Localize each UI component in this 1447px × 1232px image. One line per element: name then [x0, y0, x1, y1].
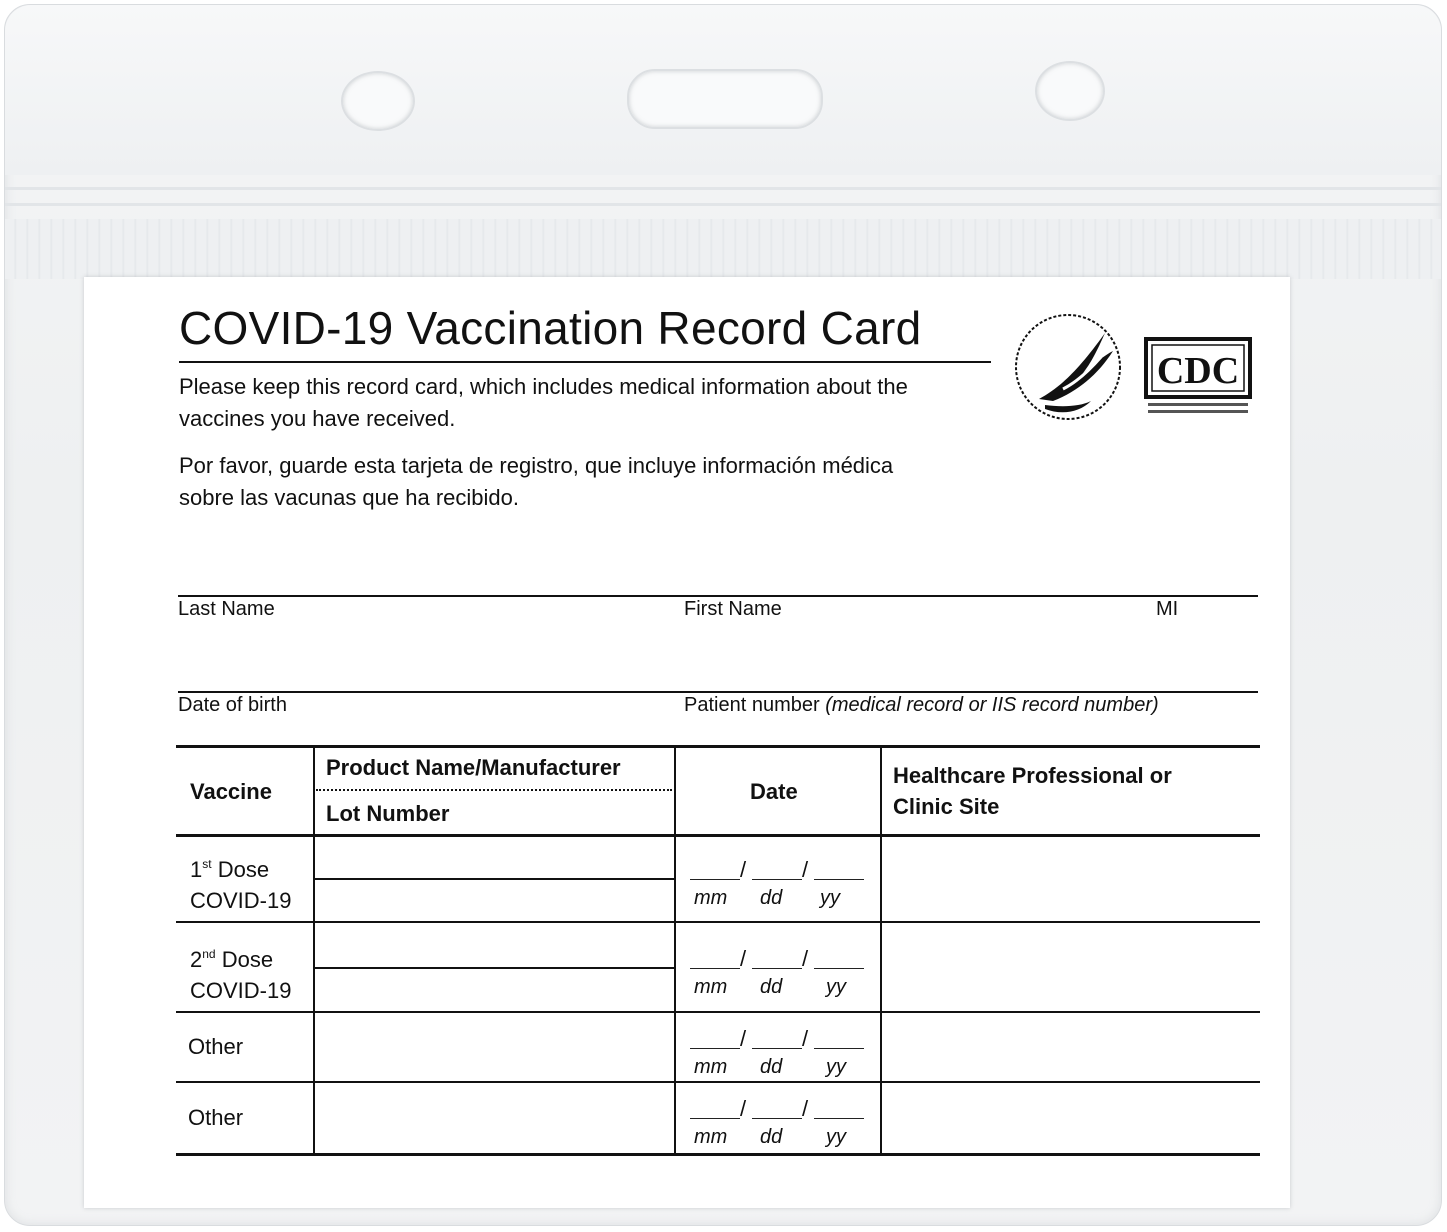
vaccine-table — [176, 745, 1260, 1159]
zip-seal-line — [5, 187, 1441, 190]
date-field[interactable]: / / mm dd yy — [690, 857, 870, 917]
header-dotted-divider — [316, 789, 672, 791]
header-site: Healthcare Professional or — [893, 763, 1172, 788]
row2-split-line — [314, 967, 674, 969]
date-field[interactable]: / / mm dd yy — [690, 1026, 870, 1086]
label-mi: MI — [1156, 598, 1179, 620]
row-2nd-dose: 2nd Dose COVID-19 — [190, 947, 292, 1003]
zip-ridges — [5, 219, 1441, 279]
row-other: Other — [188, 1034, 244, 1059]
table-top-rule — [176, 745, 1260, 748]
label-dob: Date of birth — [178, 694, 287, 716]
title-underline — [179, 361, 991, 363]
col-rule — [674, 745, 676, 1155]
intro-spanish: Por favor, guarde esta tarjeta de registro, que incluye información médica sobre las vacunas que ha recibido. — [179, 453, 894, 510]
svg-text:CDC: CDC — [1156, 350, 1240, 392]
header-product: Product Name/Manufacturer — [326, 755, 621, 780]
row-rule — [176, 1011, 1260, 1013]
header-site: Clinic Site — [893, 794, 1000, 819]
cdc-logo-icon — [1144, 337, 1254, 421]
slot-hole-center — [627, 69, 823, 129]
header-vaccine: Vaccine — [190, 779, 272, 804]
zip-seal-line — [5, 203, 1441, 206]
intro-english: Please keep this record card, which includes medical information about the vaccines you have received. — [179, 374, 908, 431]
date-field[interactable]: / / mm dd yy — [690, 946, 870, 1006]
header-bottom-rule — [176, 834, 1260, 837]
slot-hole-right — [1035, 61, 1105, 121]
name-line — [178, 595, 1258, 597]
card-title: COVID-19 Vaccination Record Card — [179, 302, 922, 354]
header-date: Date — [750, 779, 798, 804]
date-field[interactable]: / / mm dd yy — [690, 1096, 870, 1156]
label-first-name: First Name — [684, 598, 782, 620]
label-last-name: Last Name — [178, 598, 275, 620]
col-rule — [880, 745, 882, 1155]
hhs-seal-icon — [1009, 303, 1127, 431]
col-rule — [313, 745, 315, 1155]
vaccination-record-card — [84, 277, 1290, 1208]
row-rule — [176, 921, 1260, 923]
header-lot: Lot Number — [326, 801, 450, 826]
dob-line — [178, 691, 1258, 693]
row1-split-line — [314, 878, 674, 880]
label-patient-number: Patient number (medical record or IIS record number) — [684, 694, 1159, 716]
row-other: Other — [188, 1105, 244, 1130]
slot-hole-left — [341, 71, 415, 131]
row-1st-dose: 1st Dose COVID-19 — [190, 857, 292, 913]
